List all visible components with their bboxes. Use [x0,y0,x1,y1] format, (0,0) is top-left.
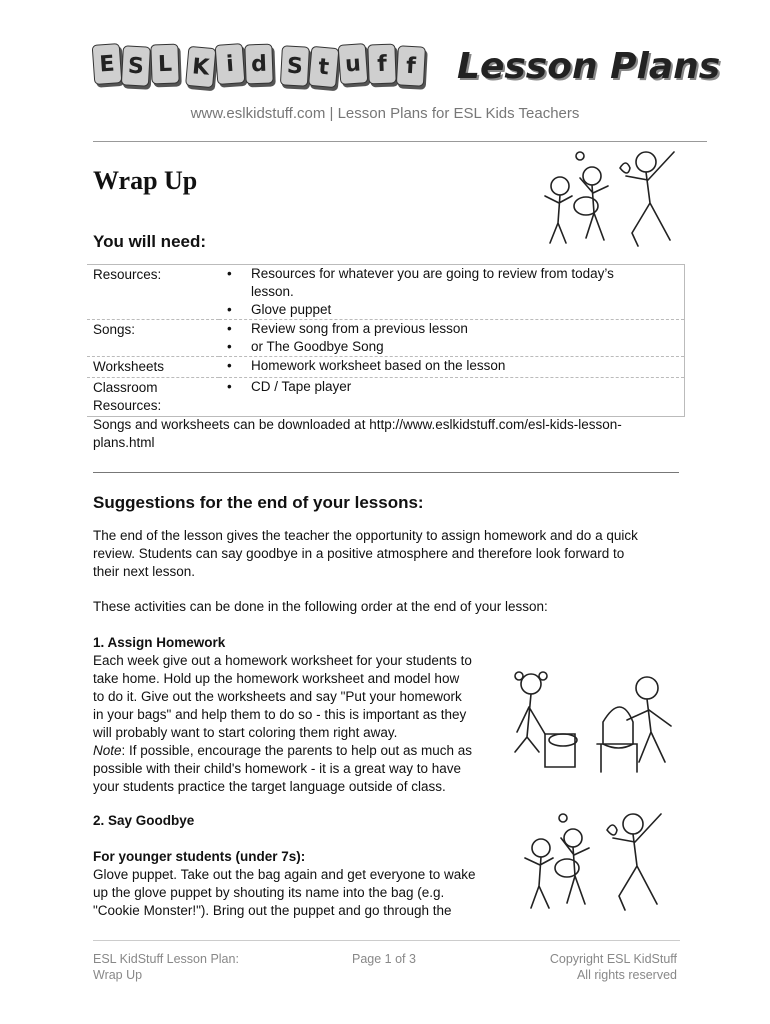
logo-letter: u [338,43,369,85]
table-row [87,265,685,320]
table-row [87,357,685,378]
logo-letter: f [396,45,426,86]
text-line: Each week give out a homework worksheet for your students to [93,653,472,668]
order-line: These activities can be done in the following order at the end of your lesson: [93,599,548,614]
divider [93,472,679,473]
logo-letter: f [367,44,396,85]
text-line: up the glove puppet by shouting its name into the bag (e.g. [93,885,445,900]
footer-text: Wrap Up [93,968,143,982]
logo-letter: S [280,45,310,86]
text-line: will probably want to start coloring them right away. [93,725,398,740]
suggestions-heading: Suggestions for the end of your lessons: [93,493,424,512]
footer-right [550,951,677,983]
note-line [93,742,513,760]
note-text: : If possible, encourage the parents to help out as much as [121,743,472,758]
note-label: Note [93,743,122,758]
text-line: their next lesson. [93,564,196,579]
list-item: • or The Goodbye Song [99,338,684,356]
text-line: possible with their child's homework - it is a great way to have [93,761,461,776]
kids-cheering-illustration [520,148,700,260]
row-label: Classroom [93,380,158,395]
younger-paragraph [93,866,513,920]
text-line: your students practice the target language outside of class. [93,779,446,794]
kids-cheering-illustration-2 [505,808,685,923]
row-label: Worksheets [93,359,165,374]
text-line: in your bags" and help them to do so - this is important as they [93,707,467,722]
logo [93,44,425,88]
step1-heading: 1. Assign Homework [93,635,226,650]
download-note-line: plans.html [93,435,155,450]
logo-letter: S [121,45,151,86]
logo-letter: K [185,46,216,88]
logo-letter: E [92,43,123,85]
page-title: Wrap Up [93,166,198,195]
logo-title: Lesson Plans [457,46,721,87]
divider [93,141,707,142]
logo-letter: t [308,46,339,88]
table-row [87,378,685,417]
table-row [87,320,685,357]
site-line: www.eslkidstuff.com | Lesson Plans for ESL Kids Teachers [190,105,580,122]
list-item: • CD / Tape player [99,378,684,396]
list-item: • Homework worksheet based on the lesson [99,357,684,375]
footer-divider [93,940,680,941]
logo-letter: L [150,44,179,85]
row-label: Resources: [93,398,162,413]
text-line: take home. Hold up the homework worksheet and model how [93,671,460,686]
footer-text: Copyright ESL KidStuff [549,952,677,966]
list-item: • Glove puppet [99,301,684,319]
page-number: Page 1 of 3 [352,952,416,966]
text-line: to do it. Give out the worksheets and say "Put your homework [93,689,462,704]
younger-students-heading: For younger students (under 7s): [93,849,306,864]
list-item: lesson. [251,284,294,299]
step2-heading: 2. Say Goodbye [93,813,195,828]
footer-text: ESL KidStuff Lesson Plan: [93,952,239,966]
homework-illustration [505,662,685,777]
footer-left [93,951,239,983]
text-line: "Cookie Monster!"). Bring out the puppet and go through the [93,903,452,918]
download-note [93,416,673,452]
row-label: Songs: [93,322,136,337]
text-line: review. Students can say goodbye in a positive atmosphere and therefore look forward to [93,546,625,561]
row-label: Resources: [93,267,162,282]
list-item: • Resources for whatever you are going to review from today’s [99,265,684,283]
logo-letter: d [244,44,273,85]
text-line: Glove puppet. Take out the bag again and get everyone to wake [93,867,476,882]
you-will-need-heading: You will need: [93,232,207,251]
footer-text: All rights reserved [576,968,677,982]
step1-paragraph [93,652,513,796]
resources-table [87,264,685,417]
logo-letter: i [215,43,246,85]
text-line: The end of the lesson gives the teacher the opportunity to assign homework and do a quick [93,528,638,543]
intro-paragraph [93,527,683,581]
download-note-line: Songs and worksheets can be downloaded at http://www.eslkidstuff.com/esl-kids-lesson- [93,417,622,432]
list-item: • Review song from a previous lesson [99,320,684,338]
